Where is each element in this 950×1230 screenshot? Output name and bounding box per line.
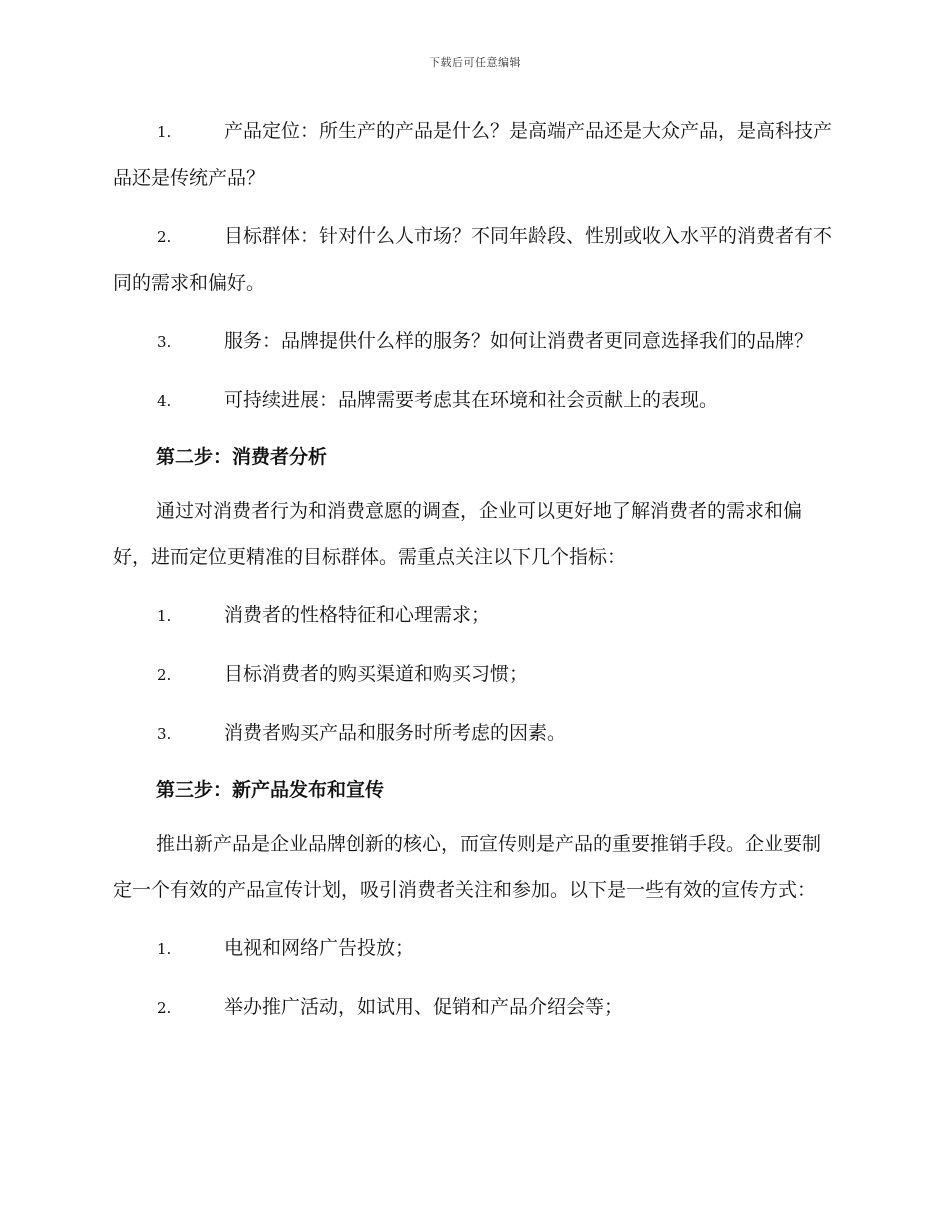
list-text: 产品定位：所生产的产品是什么？是高端产品还是大众产品，是高科技产品还是传统产品？ xyxy=(113,120,833,189)
list-text: 可持续进展：品牌需要考虑其在环境和社会贡献上的表现。 xyxy=(224,389,719,411)
page-header: 下载后可任意编辑 xyxy=(429,56,521,69)
list-text: 举办推广活动，如试用、促销和产品介绍会等； xyxy=(224,996,624,1018)
list-text: 目标消费者的购买渠道和购买习惯； xyxy=(224,663,529,685)
list-number: 1. xyxy=(157,607,172,625)
section-heading: 第三步：新产品发布和宣传 xyxy=(156,779,385,801)
list-text: 电视和网络广告投放； xyxy=(224,937,415,959)
list-item xyxy=(113,377,835,424)
paragraph: 通过对消费者行为和消费意愿的调查，企业可以更好地了解消费者的需求和偏好，进而定位更精准的目标群体。需重点关注以下几个指标： xyxy=(113,500,803,568)
list-text: 消费者购买产品和服务时所考虑的因素。 xyxy=(224,722,567,744)
paragraph: 推出新产品是企业品牌创新的核心，而宣传则是产品的重要推销手段。企业要制定一个有效的产品宣传计划，吸引消费者关注和参加。以下是一些有效的宣传方式： xyxy=(113,833,822,901)
list-item xyxy=(113,108,835,201)
list-text: 消费者的性格特征和心理需求； xyxy=(224,604,491,626)
list-number: 3. xyxy=(157,725,172,743)
section-heading: 第二步：消费者分析 xyxy=(156,446,328,468)
list-number: 2. xyxy=(157,666,172,684)
list-item xyxy=(113,925,835,972)
list-item xyxy=(113,318,835,365)
list-item xyxy=(113,710,835,757)
list-text: 目标群体：针对什么人市场？不同年龄段、性别或收入水平的消费者有不同的需求和偏好。 xyxy=(113,225,833,294)
list-number: 1. xyxy=(157,123,172,141)
list-text: 服务：品牌提供什么样的服务？如何让消费者更同意选择我们的品牌？ xyxy=(224,330,814,352)
list-item xyxy=(113,592,835,639)
list-number: 3. xyxy=(157,333,172,351)
list-number: 2. xyxy=(157,999,172,1017)
document-body xyxy=(113,108,835,1043)
list-item xyxy=(113,651,835,698)
list-number: 4. xyxy=(157,392,172,410)
list-number: 1. xyxy=(157,940,172,958)
list-item xyxy=(113,213,835,306)
list-item xyxy=(113,984,835,1031)
list-number: 2. xyxy=(157,228,172,246)
